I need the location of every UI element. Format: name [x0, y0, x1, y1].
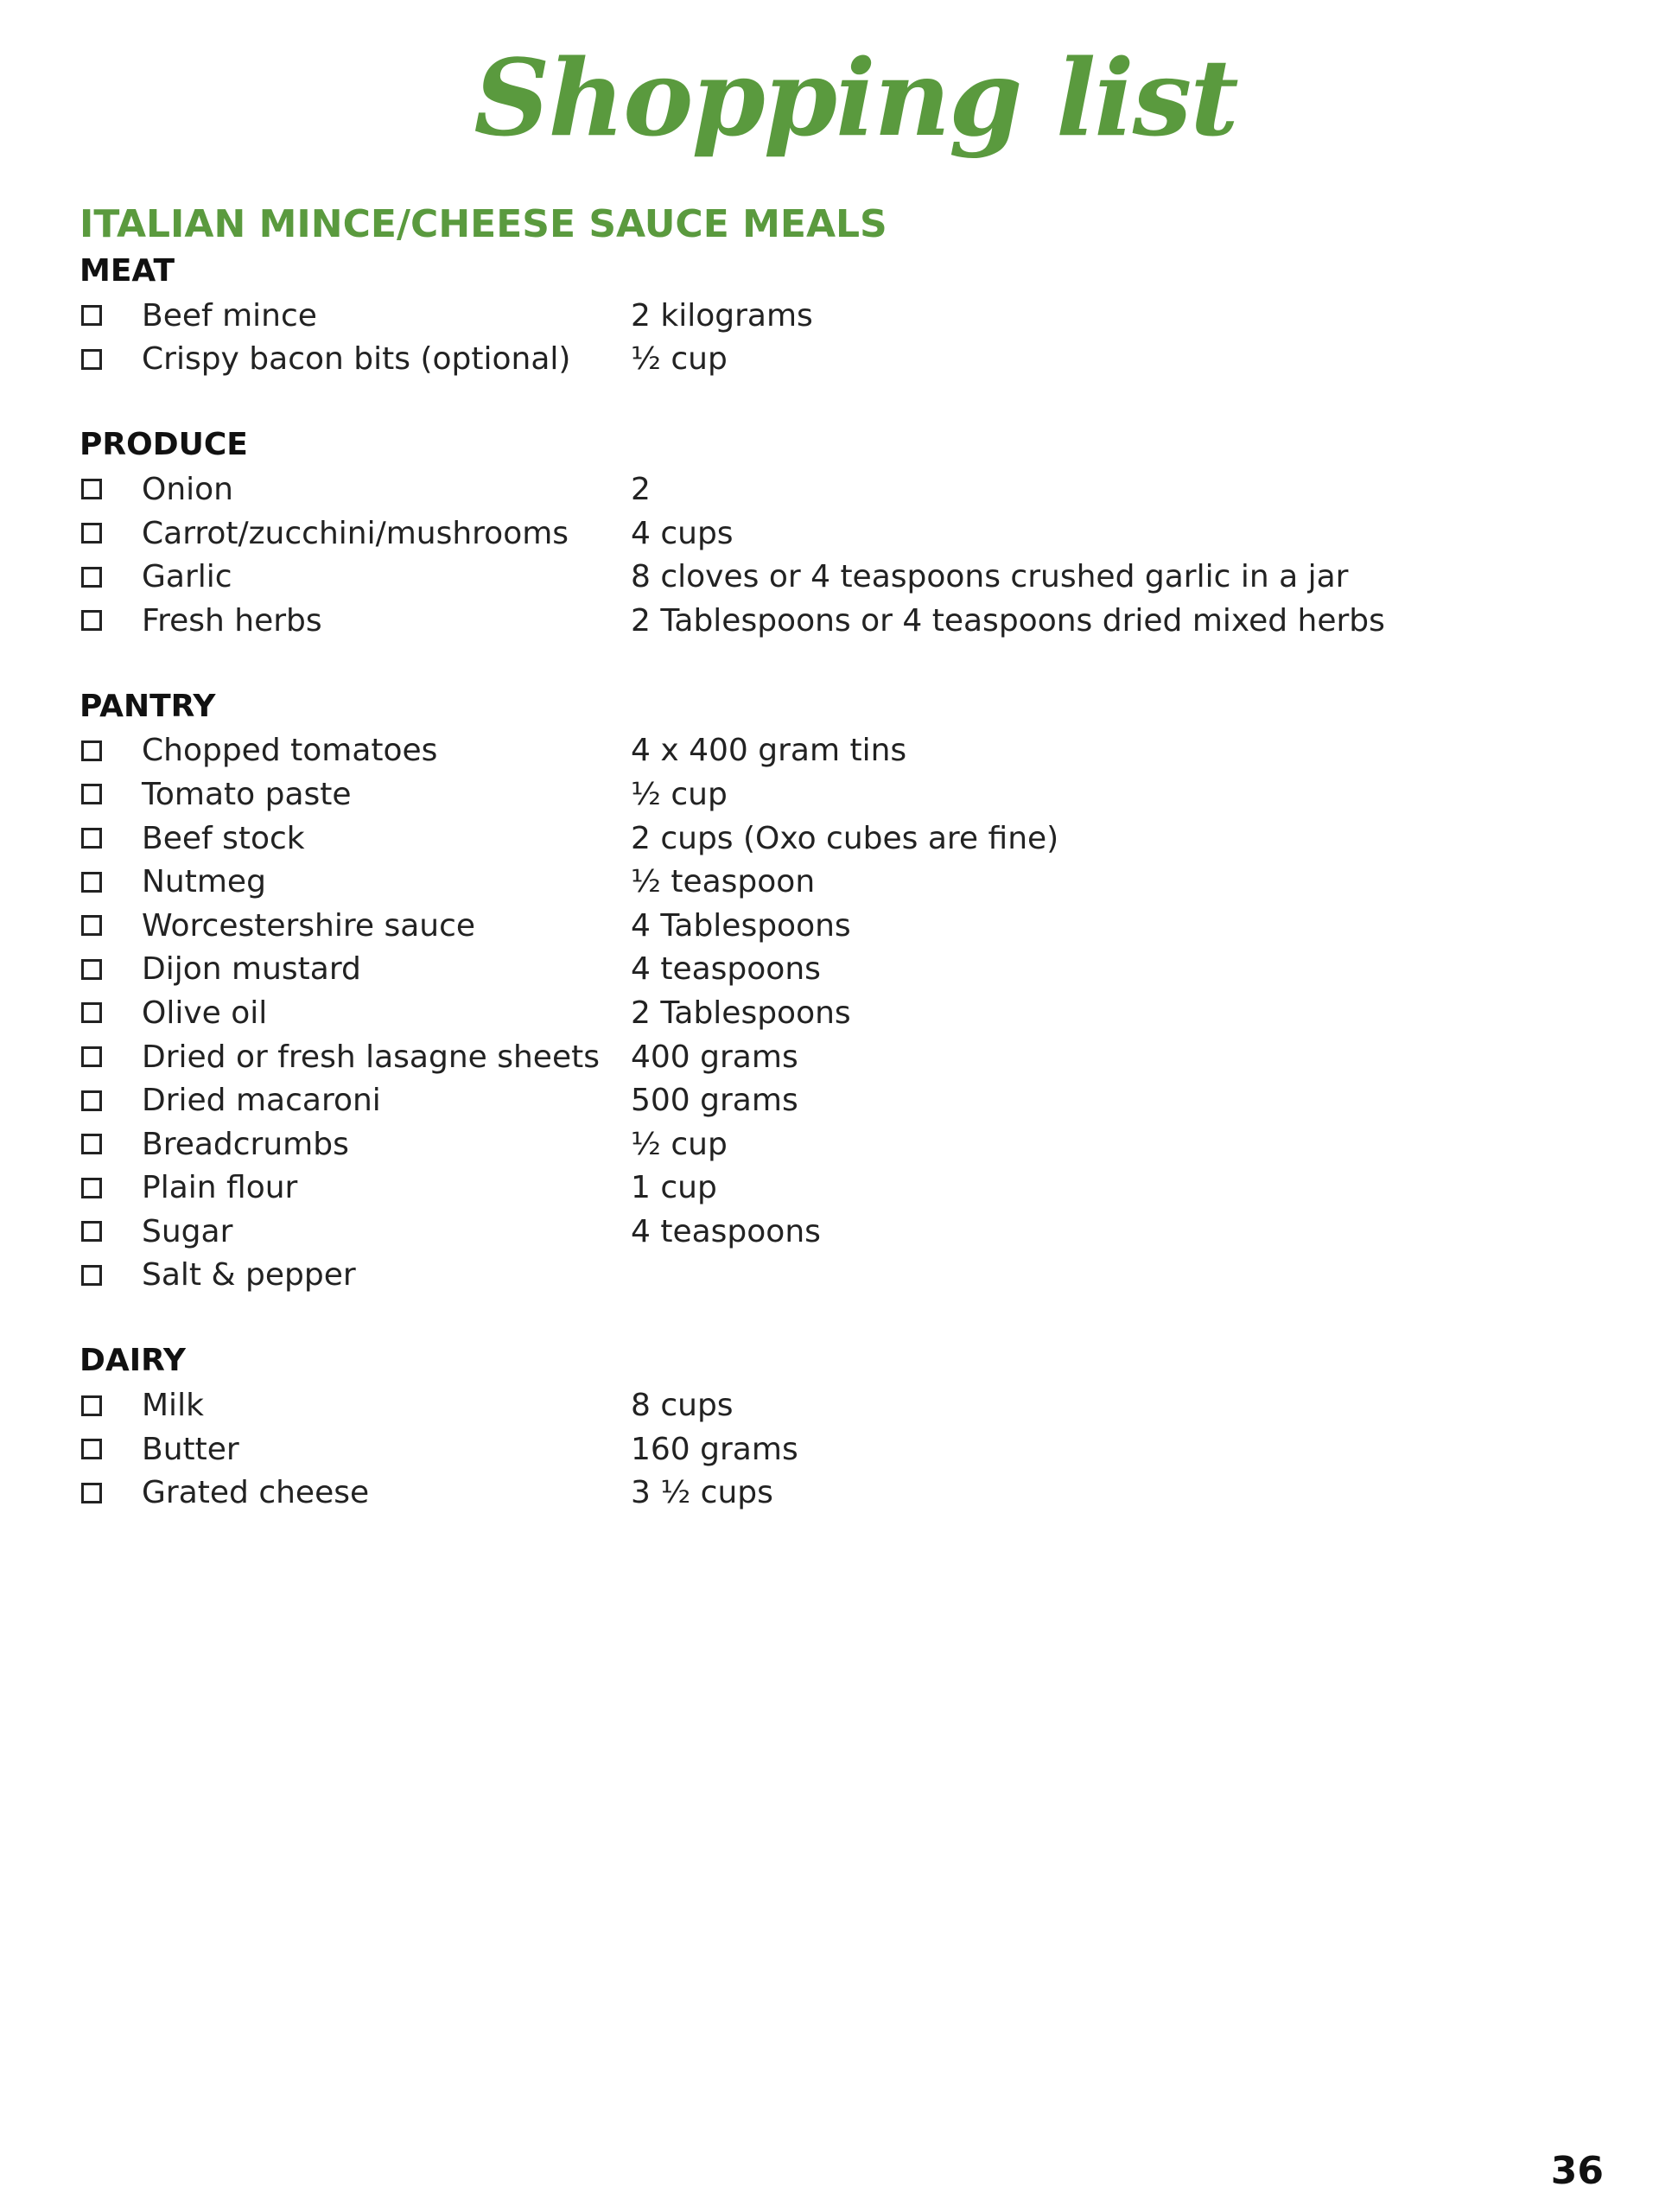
checkbox-icon[interactable] [81, 610, 102, 631]
item-quantity: 2 kilograms [631, 297, 813, 334]
item-quantity: 400 grams [631, 1039, 798, 1075]
checkbox-icon[interactable] [81, 1178, 102, 1198]
item-name: Olive oil [142, 995, 268, 1031]
checkbox-icon[interactable] [81, 784, 102, 804]
item-quantity: 2 Tablespoons or 4 teaspoons dried mixed herbs [631, 602, 1385, 639]
checkbox-icon[interactable] [81, 872, 102, 893]
item-name: Plain flour [142, 1170, 298, 1206]
sections-container [79, 249, 1548, 1515]
checkbox-icon[interactable] [81, 1046, 102, 1067]
list-item [79, 467, 1548, 512]
item-quantity: 500 grams [631, 1083, 798, 1119]
item-name: Fresh herbs [142, 602, 322, 639]
section-pantry [79, 684, 1548, 1298]
checkbox-icon[interactable] [81, 1439, 102, 1459]
item-name: Dried or fresh lasagne sheets [142, 1039, 600, 1075]
item-quantity: 8 cups [631, 1388, 734, 1424]
shopping-list [79, 200, 1548, 1556]
list-item [79, 294, 1548, 338]
list-item [79, 555, 1548, 599]
section-title: MEAT [79, 253, 175, 289]
item-quantity: 1 cup [631, 1170, 717, 1206]
section-title: PRODUCE [79, 427, 248, 463]
list-item [79, 338, 1548, 382]
item-quantity: 4 teaspoons [631, 951, 821, 988]
list-item [79, 948, 1548, 992]
item-name: Garlic [142, 559, 232, 595]
checkbox-icon[interactable] [81, 741, 102, 761]
checkbox-icon[interactable] [81, 523, 102, 543]
item-quantity: 3 ½ cups [631, 1475, 773, 1511]
list-item [79, 1035, 1548, 1079]
item-quantity: 2 cups (Oxo cubes are fine) [631, 820, 1059, 856]
checkbox-icon[interactable] [81, 915, 102, 936]
item-quantity: 4 cups [631, 515, 734, 551]
list-item [79, 860, 1548, 904]
item-quantity: ½ teaspoon [631, 864, 816, 900]
list-item [79, 772, 1548, 817]
page-title: Shopping list [474, 35, 1237, 160]
item-name: Butter [142, 1431, 239, 1467]
item-name: Chopped tomatoes [142, 733, 438, 769]
item-name: Dried macaroni [142, 1083, 381, 1119]
checkbox-icon[interactable] [81, 1134, 102, 1154]
list-item [79, 512, 1548, 556]
item-quantity: 4 x 400 gram tins [631, 733, 907, 769]
page-number: 36 [1550, 2149, 1604, 2193]
item-name: Nutmeg [142, 864, 266, 900]
list-item [79, 1122, 1548, 1166]
item-quantity: 160 grams [631, 1431, 798, 1467]
list-item [79, 1471, 1548, 1515]
checkbox-icon[interactable] [81, 479, 102, 499]
list-item [79, 991, 1548, 1035]
checkbox-icon[interactable] [81, 828, 102, 849]
list-item [79, 1210, 1548, 1254]
list-item [79, 1078, 1548, 1122]
item-name: Onion [142, 471, 233, 507]
checkbox-icon[interactable] [81, 1395, 102, 1416]
checkbox-icon[interactable] [81, 959, 102, 980]
list-item [79, 1254, 1548, 1298]
section-title: DAIRY [79, 1343, 186, 1379]
item-name: Carrot/zucchini/mushrooms [142, 515, 569, 551]
section-meat [79, 249, 1548, 381]
checkbox-icon[interactable] [81, 1002, 102, 1023]
item-quantity: 4 Tablespoons [631, 907, 851, 944]
item-name: Breadcrumbs [142, 1126, 349, 1162]
item-quantity: 4 teaspoons [631, 1213, 821, 1249]
item-quantity: 2 Tablespoons [631, 995, 851, 1031]
checkbox-icon[interactable] [81, 305, 102, 326]
checkbox-icon[interactable] [81, 1265, 102, 1286]
item-name: Salt & pepper [142, 1257, 356, 1294]
item-quantity: ½ cup [631, 1126, 728, 1162]
item-name: Beef stock [142, 820, 305, 856]
section-title: PANTRY [79, 688, 216, 724]
list-item [79, 729, 1548, 773]
item-name: Crispy bacon bits (optional) [142, 341, 571, 378]
item-quantity: 2 [631, 471, 651, 507]
list-item [79, 1427, 1548, 1471]
checkbox-icon[interactable] [81, 1221, 102, 1242]
item-quantity: ½ cup [631, 341, 728, 378]
section-produce [79, 423, 1548, 642]
item-quantity: 8 cloves or 4 teaspoons crushed garlic in a jar [631, 559, 1349, 595]
section-dairy [79, 1338, 1548, 1515]
checkbox-icon[interactable] [81, 1483, 102, 1503]
list-item [79, 1383, 1548, 1427]
item-name: Dijon mustard [142, 951, 361, 988]
checkbox-icon[interactable] [81, 567, 102, 588]
item-name: Sugar [142, 1213, 233, 1249]
list-item [79, 1166, 1548, 1211]
item-name: Tomato paste [142, 776, 352, 812]
list-item [79, 599, 1548, 643]
item-name: Worcestershire sauce [142, 907, 476, 944]
checkbox-icon[interactable] [81, 349, 102, 370]
item-name: Beef mince [142, 297, 317, 334]
item-name: Grated cheese [142, 1475, 370, 1511]
list-item [79, 817, 1548, 861]
checkbox-icon[interactable] [81, 1090, 102, 1111]
list-item [79, 904, 1548, 948]
list-heading: ITALIAN MINCE/CHEESE SAUCE MEALS [79, 202, 887, 246]
item-quantity: ½ cup [631, 776, 728, 812]
item-name: Milk [142, 1388, 204, 1424]
